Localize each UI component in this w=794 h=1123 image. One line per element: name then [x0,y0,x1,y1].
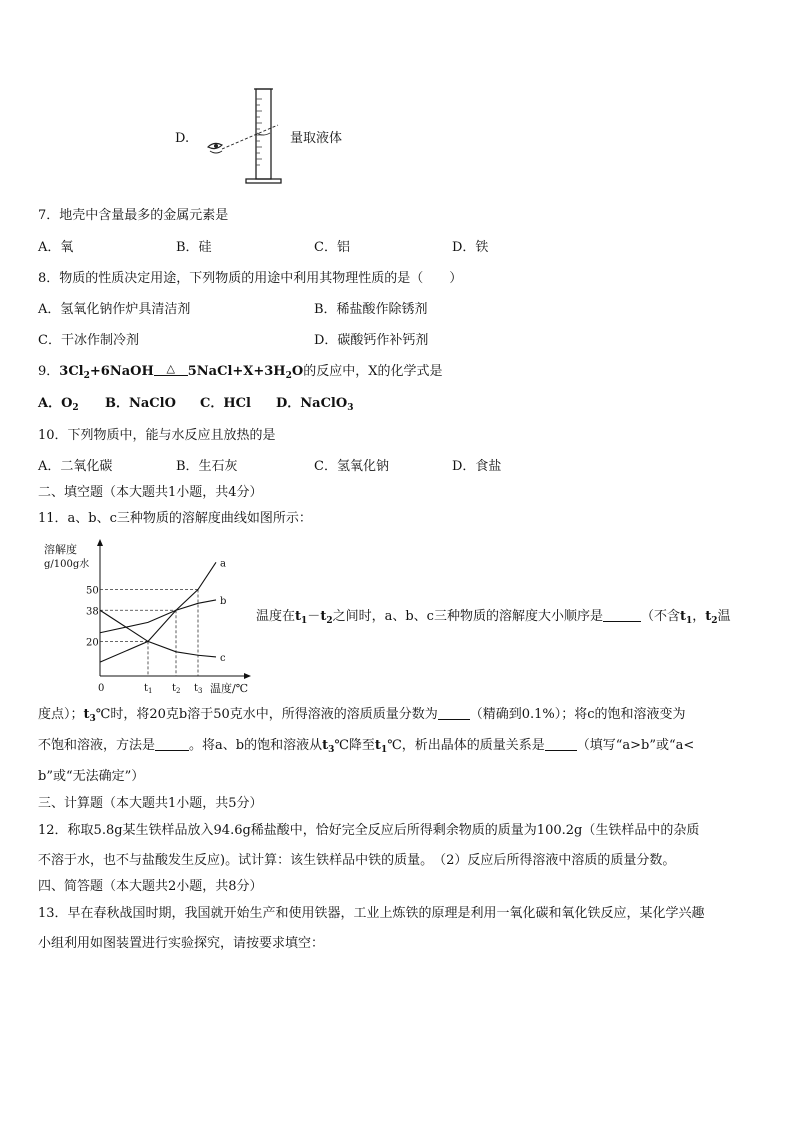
chart-yunit: g/100g水 [44,559,90,570]
x-tick-label-t3: $t_3$ [194,683,203,695]
series-label-b: b [220,595,227,607]
y-tick-label-38: 38 [86,606,99,618]
section-2-title: 二、填空题（本大题共1小题，共4分） [38,485,263,500]
q10-option-b: B．生石灰 [176,459,238,474]
q9-option-c: C．HCl [200,396,251,411]
q6-option-d-letter: D. [175,131,190,146]
solubility-curve-chart [40,538,255,698]
q7-stem: 7．地壳中含量最多的金属元素是 [38,208,229,223]
q11-paragraph-line-3: 不饱和溶液，方法是 。将a、b的饱和溶液从$t_3℃$降至$t_1℃$，析出晶体的质量关系是 （填写“a>b”或“a< [38,738,695,755]
x-tick-label-t2: $t_2$ [172,683,181,695]
answer-blank[interactable] [155,738,189,751]
q10-option-a: A．二氧化碳 [38,459,113,474]
section-3-title: 三、计算题（本大题共1小题，共5分） [38,796,263,811]
q9-option-d: D．NaClO$_3$ [276,396,354,413]
q7-option-d: D．铁 [452,240,489,255]
q10-option-d: D．食盐 [452,459,502,474]
q7-option-a: A．氧 [38,240,74,255]
q6-option-d-text: 量取液体 [290,131,343,146]
q8-option-c: C．干冰作制冷剂 [38,333,139,348]
q8-option-b: B．稀盐酸作除锈剂 [314,302,428,317]
series-label-c: c [220,652,226,664]
q12-line-2: 不溶于水，也不与盐酸发生反应)。试计算：该生铁样品中铁的质量。 （2）反应后所得溶液中溶质的质量分数。 [38,853,676,868]
q8-option-d: D．碳酸钙作补钙剂 [314,333,429,348]
answer-blank[interactable] [545,738,577,751]
q9-stem: 9．$3Cl_2+6NaOH$ △ $5NaCl+X+3H_2O$的反应中，X的化学式是 [38,362,443,381]
graduated-cylinder-illustration [200,85,290,190]
q9-option-b: B．NaClO [105,396,176,411]
q10-stem: 10．下列物质中，能与水反应且放热的是 [38,428,276,443]
q13-line-1: 13．早在春秋战国时期，我国就开始生产和使用铁器，工业上炼铁的原理是利用一氧化碳和氧化铁反应，某化学兴趣 [38,906,705,921]
curve-a [100,562,216,662]
answer-blank[interactable] [438,707,470,720]
heating-condition-arrow: △ [154,363,188,376]
x-tick-label-t1: $t_1$ [144,683,153,695]
y-tick-label-20: 20 [86,637,99,649]
curve-c [100,610,216,657]
section-4-title: 四、简答题（本大题共2小题，共8分） [38,879,263,894]
q10-option-c: C．氢氧化钠 [314,459,389,474]
q8-stem: 8．物质的性质决定用途，下列物质的用途中利用其物理性质的是（ ） [38,271,463,286]
chart-ylabel: 溶解度 [44,543,77,556]
q8-option-a: A．氢氧化钠作炉具清洁剂 [38,302,191,317]
answer-blank[interactable] [603,609,641,622]
q13-line-2: 小组利用如图装置进行实验探究，请按要求填空： [38,936,325,951]
q7-option-c: C．铝 [314,240,350,255]
q12-line-1: 12．称取5.8g某生铁样品放入94.6g稀盐酸中，恰好完全反应后所得剩余物质的质量为100.2g（生铁样品中的杂质 [38,823,700,838]
q9-equation: $3Cl_2+6NaOH$ △ $5NaCl+X+3H_2O$ [59,362,304,381]
series-label-a: a [220,558,226,570]
q11-stem: 11．a、b、c三种物质的溶解度曲线如图所示： [38,511,312,526]
curve-b [100,600,216,633]
q11-paragraph-line-1: 温度在$t_1-t_2$之间时，a、b、c三种物质的溶解度大小顺序是 （不含$t_1$，$t_2$温 [256,609,731,626]
q7-option-b: B．硅 [176,240,212,255]
q11-paragraph-line-2: 度点）；$t_3℃$时，将20克b溶于50克水中，所得溶液的溶质质量分数为 （精确到0.1%）；将c的饱和溶液变为 [38,707,686,724]
y-tick-label-50: 50 [86,585,99,597]
chart-origin-label: 0 [98,683,105,694]
q11-paragraph-line-4: b”或“无法确定”） [38,769,145,784]
chart-xlabel: 温度/℃ [210,682,249,695]
q9-option-a: A．$O_2$ [38,396,79,413]
